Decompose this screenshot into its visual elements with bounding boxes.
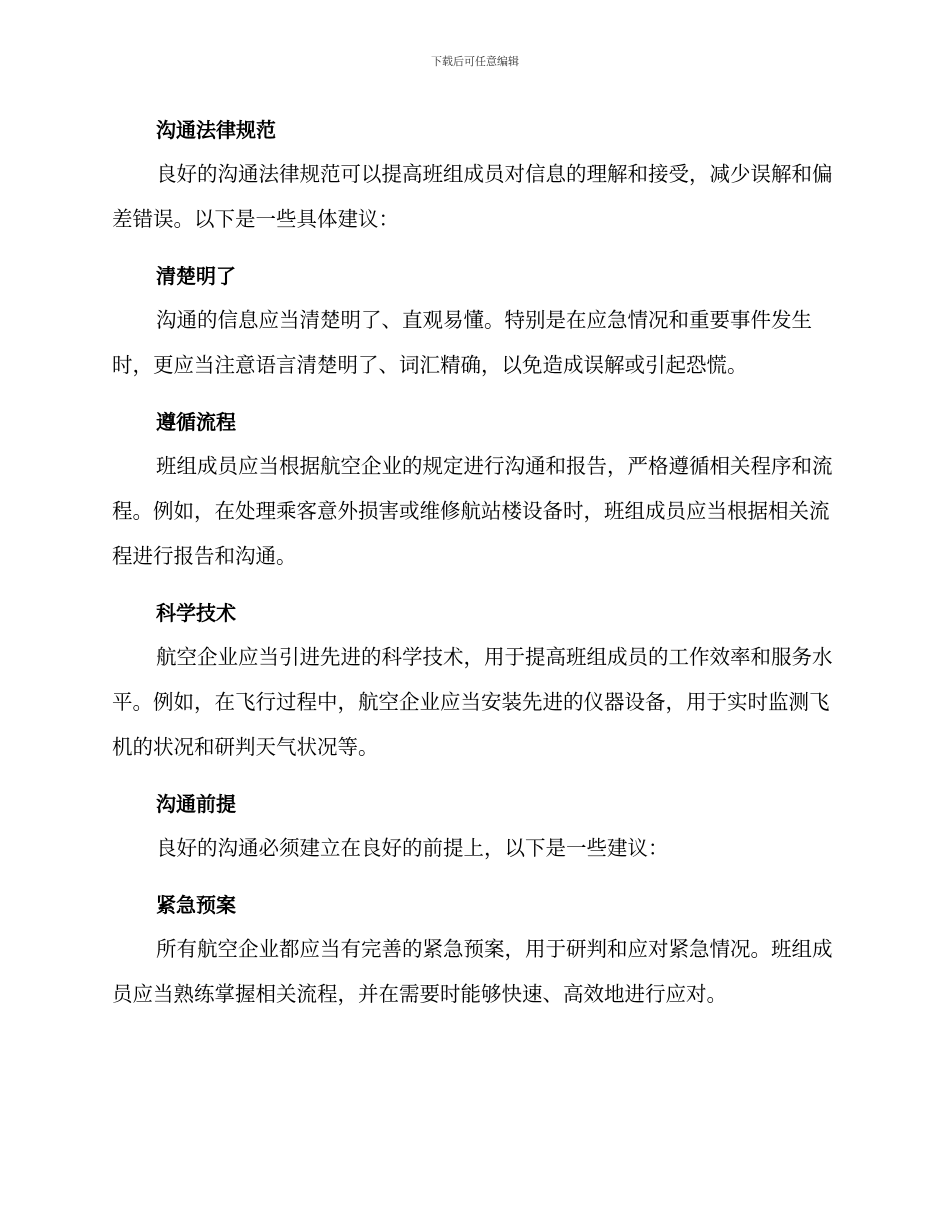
section-heading-follow-process: 遵循流程 [156, 410, 236, 434]
section-paragraph-follow-process: 班组成员应当根据航空企业的规定进行沟通和报告，严格遵循相关程序和流程。例如，在处理乘客意外损害或维修航站楼设备时，班组成员应当根据相关流程进行报告和沟通。 [112, 454, 833, 568]
section-paragraph-technology: 航空企业应当引进先进的科学技术，用于提高班组成员的工作效率和服务水平。例如，在飞行过程中，航空企业应当安装先进的仪器设备，用于实时监测飞机的状况和研判天气状况等。 [112, 645, 833, 759]
section-paragraph-communication-premise: 良好的沟通必须建立在良好的前提上，以下是一些建议： [156, 836, 669, 860]
section-paragraph-emergency-plan: 所有航空企业都应当有完善的紧急预案，用于研判和应对紧急情况。班组成员应当熟练掌握相关流程，并在需要时能够快速、高效地进行应对。 [112, 937, 833, 1006]
section-heading-emergency-plan: 紧急预案 [156, 893, 236, 917]
page-header: 下载后可任意编辑 [431, 55, 519, 68]
section-paragraph-communication-norms: 良好的沟通法律规范可以提高班组成员对信息的理解和接受，减少误解和偏差错误。以下是一些具体建议： [112, 162, 833, 231]
section-heading-communication-premise: 沟通前提 [156, 792, 236, 816]
document-body [112, 108, 834, 1029]
section-heading-clarity: 清楚明了 [156, 264, 236, 288]
section-heading-communication-norms: 沟通法律规范 [156, 118, 276, 142]
section-heading-technology: 科学技术 [156, 601, 236, 625]
section-paragraph-clarity: 沟通的信息应当清楚明了、直观易懂。特别是在应急情况和重要事件发生时，更应当注意语言清楚明了、词汇精确，以免造成误解或引起恐慌。 [112, 308, 812, 377]
